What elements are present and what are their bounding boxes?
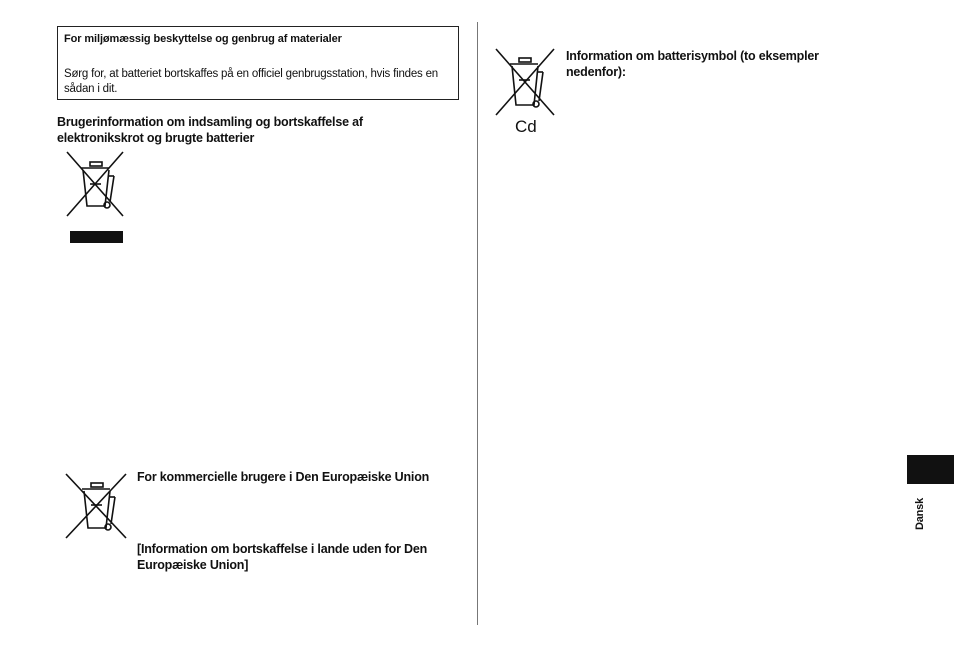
crossed-out-wheelie-bin-icon: [64, 150, 126, 218]
cd-chemical-symbol: Cd: [515, 117, 537, 136]
crossed-out-wheelie-bin-icon: [64, 472, 128, 540]
environment-note-box: [57, 26, 459, 100]
language-tab-marker: [907, 455, 954, 484]
battery-bin-symbol-icon: [492, 47, 558, 119]
language-tab-label: Dansk: [914, 497, 926, 530]
environment-note-body: Sørg for, at batteriet bortskaffes på en officiel genbrugsstation, hvis findes en sådan i dit.: [64, 68, 438, 95]
collection-disposal-heading: Brugerinformation om indsamling og bortskaffelse af elektronikskrot og brugte batterier: [57, 115, 363, 145]
bin-underbar: [70, 231, 123, 243]
environment-note-title: For miljømæssig beskyttelse og genbrug af materialer: [64, 33, 342, 45]
column-divider: [477, 22, 478, 625]
battery-symbol-heading: Information om batterisymbol (to eksempler nedenfor):: [566, 49, 819, 79]
commercial-users-eu-heading: For kommercielle brugere i Den Europæiske Union: [137, 470, 430, 484]
outside-eu-disposal-heading: [Information om bortskaffelse i lande uden for Den Europæiske Union]: [137, 542, 428, 572]
